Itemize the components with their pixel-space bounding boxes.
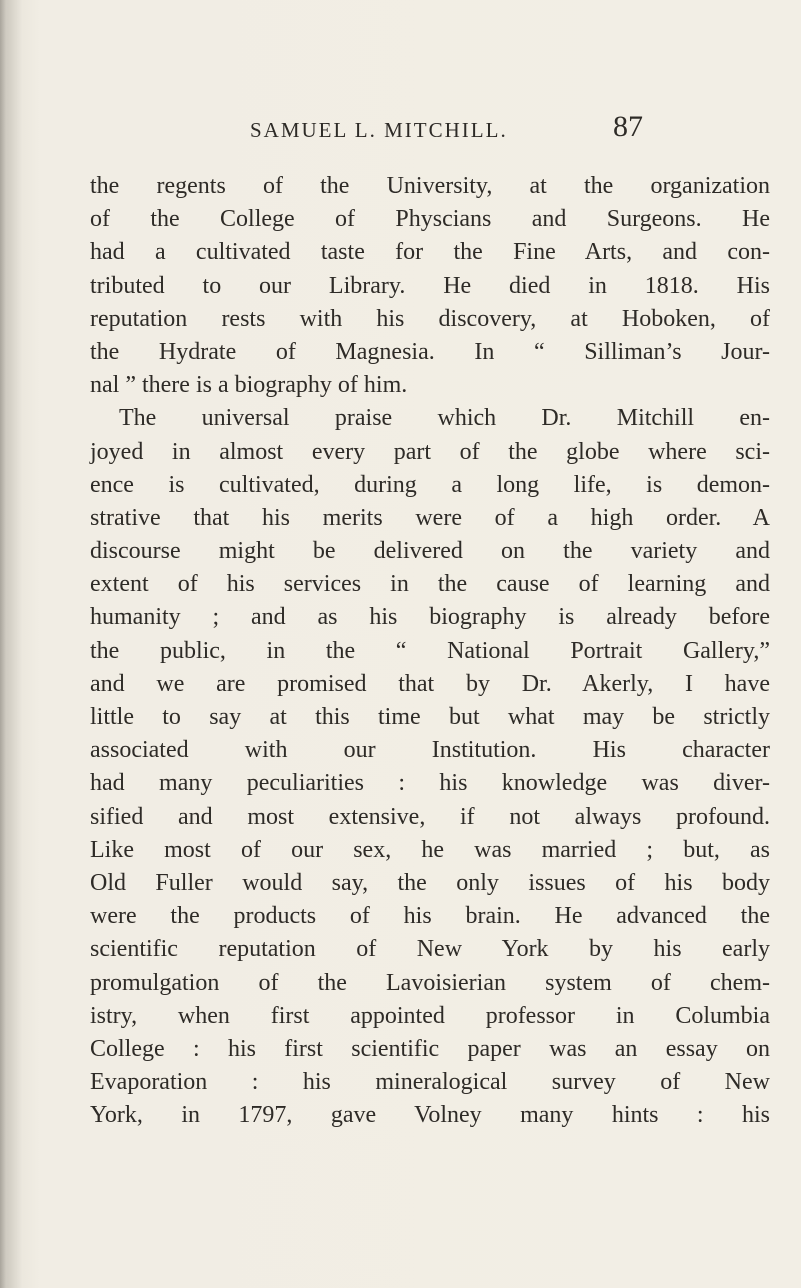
text-line: the regents of the University, at the organization — [90, 173, 770, 199]
text-line: istry, when first appointed professor in Columbia — [90, 1002, 770, 1029]
text-line: and we are promised that by Dr. Akerly, I have — [90, 670, 770, 697]
text-line: extent of his services in the cause of learning and — [90, 571, 770, 598]
text-line: humanity ; and as his biography is already before — [90, 604, 770, 631]
running-head: SAMUEL L. MITCHILL. — [250, 118, 508, 142]
text-line: promulgation of the Lavoisierian system of chem- — [90, 969, 770, 996]
text-line: the Hydrate of Magnesia. In “ Silliman’s Jour- — [90, 338, 770, 365]
page-header — [250, 110, 790, 150]
text-line: of the College of Physcians and Surgeons. He — [90, 206, 770, 233]
text-line: scientific reputation of New York by his early — [90, 936, 770, 963]
body-text — [90, 170, 770, 1132]
paragraph-first-line: The universal praise which Dr. Mitchill en- — [119, 405, 770, 432]
text-line: associated with our Institution. His character — [90, 737, 770, 764]
text-line: Old Fuller would say, the only issues of his body — [90, 869, 770, 896]
text-line: tributed to our Library. He died in 1818. His — [90, 272, 770, 299]
text-line: York, in 1797, gave Volney many hints : his — [90, 1102, 770, 1129]
text-line: had a cultivated taste for the Fine Arts, and con- — [90, 239, 770, 266]
page-number: 87 — [613, 110, 643, 143]
text-line: ence is cultivated, during a long life, is demon- — [90, 471, 770, 498]
text-line: the public, in the “ National Portrait Gallery,” — [90, 637, 770, 664]
text-line: discourse might be delivered on the variety and — [90, 538, 770, 565]
text-line: sified and most extensive, if not always profound. — [90, 803, 770, 830]
text-line: joyed in almost every part of the globe where sci- — [90, 438, 770, 465]
text-line: reputation rests with his discovery, at Hoboken, of — [90, 305, 770, 332]
text-line: strative that his merits were of a high order. A — [90, 504, 770, 531]
text-line: Like most of our sex, he was married ; but, as — [90, 836, 770, 863]
text-line: were the products of his brain. He advanced the — [90, 903, 770, 930]
text-line: had many peculiarities : his knowledge was diver- — [90, 770, 770, 797]
text-line: little to say at this time but what may be strictly — [90, 704, 770, 730]
binding-gutter-shadow — [0, 0, 22, 1288]
text-line: Evaporation : his mineralogical survey of New — [90, 1069, 770, 1096]
text-line: nal ” there is a biography of him. — [90, 372, 408, 399]
text-line: College : his first scientific paper was an essay on — [90, 1035, 770, 1062]
